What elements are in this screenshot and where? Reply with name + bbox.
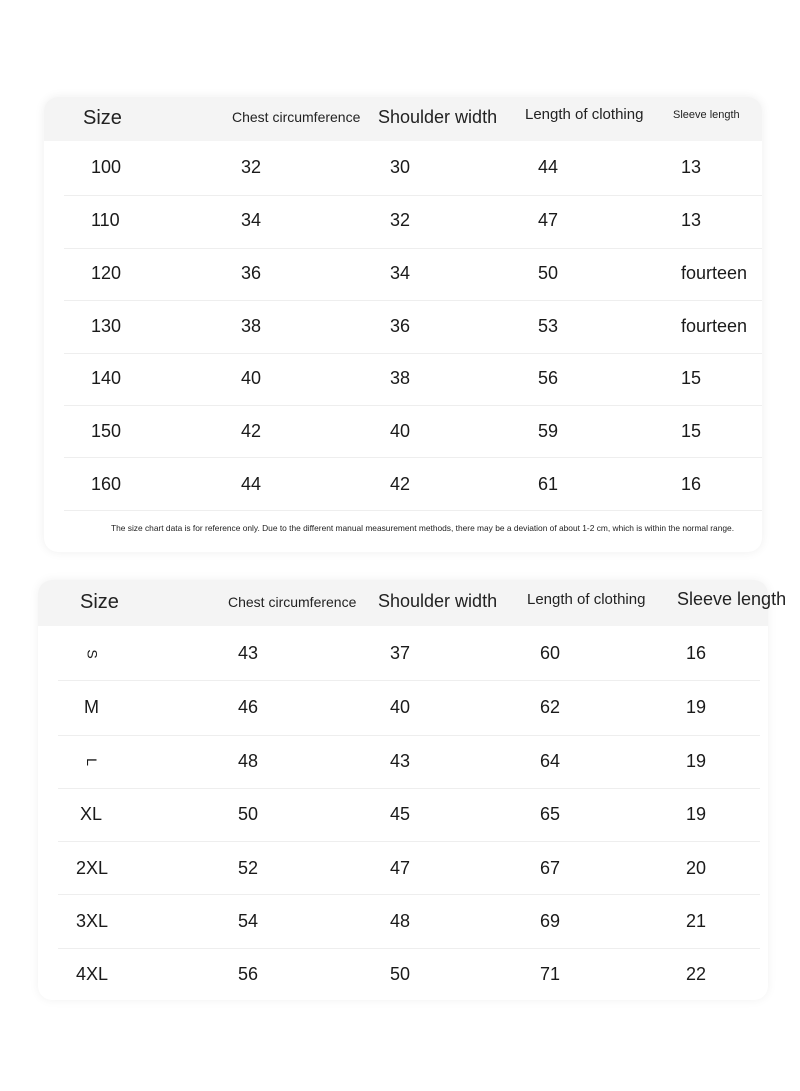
sleeve-cell: fourteen xyxy=(681,316,748,336)
size-cell: S xyxy=(84,649,101,659)
sleeve-cell: 19 xyxy=(686,697,707,717)
header-sleeve-length: Sleeve length xyxy=(673,109,740,121)
sleeve-cell: 19 xyxy=(686,751,707,771)
header-size: Size xyxy=(80,591,119,613)
shoulder-cell: 40 xyxy=(390,697,411,717)
header-shoulder-width: Shoulder width xyxy=(378,107,498,127)
sleeve-cell: 15 xyxy=(681,421,702,441)
sleeve-cell: 13 xyxy=(681,210,702,230)
length-cell: 71 xyxy=(540,964,561,984)
chest-cell: 40 xyxy=(241,368,262,388)
size-cell: 100 xyxy=(91,157,122,177)
shoulder-cell: 40 xyxy=(390,421,411,441)
chest-cell: 44 xyxy=(241,474,262,494)
length-cell: 59 xyxy=(538,421,559,441)
row-divider xyxy=(64,353,762,354)
size-table-kids xyxy=(44,97,762,552)
size-cell: XL xyxy=(80,804,103,824)
chest-cell: 32 xyxy=(241,157,262,177)
length-cell: 64 xyxy=(540,751,561,771)
size-cell: 2XL xyxy=(76,858,109,878)
size-cell: M xyxy=(84,697,99,717)
header-chest-circumference: Chest circumference xyxy=(228,594,357,610)
row-divider xyxy=(64,248,762,249)
header-chest-circumference: Chest circumference xyxy=(232,109,361,125)
sleeve-cell: 22 xyxy=(686,964,707,984)
size-table-adult xyxy=(38,580,787,1000)
shoulder-cell: 50 xyxy=(390,964,411,984)
row-divider xyxy=(64,300,762,301)
row-divider xyxy=(58,788,760,789)
header-shoulder-width: Shoulder width xyxy=(378,591,498,611)
chest-cell: 50 xyxy=(238,804,259,824)
sleeve-cell: 15 xyxy=(681,368,702,388)
length-cell: 50 xyxy=(538,263,559,283)
size-cell: 130 xyxy=(91,316,122,336)
row-divider xyxy=(64,510,762,511)
size-chart-disclaimer: The size chart data is for reference only. Due to the different manual measurement methods, there may be a deviation of about 1-2 cm, which is within the normal range. xyxy=(111,523,735,533)
chest-cell: 36 xyxy=(241,263,262,283)
chest-cell: 52 xyxy=(238,858,259,878)
chest-cell: 56 xyxy=(238,964,259,984)
sleeve-cell: 16 xyxy=(686,643,707,663)
size-cell: 110 xyxy=(91,210,120,230)
size-cell: 150 xyxy=(91,421,122,441)
chest-cell: 34 xyxy=(241,210,262,230)
chest-cell: 42 xyxy=(241,421,262,441)
chest-cell: 38 xyxy=(241,316,262,336)
shoulder-cell: 30 xyxy=(390,157,411,177)
row-divider xyxy=(58,894,760,895)
length-cell: 53 xyxy=(538,316,559,336)
header-size: Size xyxy=(83,107,122,129)
row-divider xyxy=(58,841,760,842)
row-divider xyxy=(58,948,760,949)
header-length-of-clothing: Length of clothing xyxy=(525,106,644,123)
shoulder-cell: 48 xyxy=(390,911,411,931)
row-divider xyxy=(64,195,762,196)
sleeve-cell: 20 xyxy=(686,858,707,878)
size-cell: 160 xyxy=(91,474,122,494)
size-cell: 4XL xyxy=(76,964,109,984)
shoulder-cell: 38 xyxy=(390,368,411,388)
length-cell: 61 xyxy=(538,474,559,494)
sleeve-cell: 16 xyxy=(681,474,702,494)
row-divider xyxy=(64,457,762,458)
sleeve-cell: fourteen xyxy=(681,263,748,283)
shoulder-cell: 43 xyxy=(390,751,411,771)
sleeve-cell: 19 xyxy=(686,804,707,824)
sleeve-cell: 13 xyxy=(681,157,702,177)
shoulder-cell: 42 xyxy=(390,474,411,494)
shoulder-cell: 36 xyxy=(390,316,411,336)
row-divider xyxy=(58,680,760,681)
size-cell: L xyxy=(83,758,100,766)
size-cell: 3XL xyxy=(76,911,109,931)
length-cell: 67 xyxy=(540,858,561,878)
chest-cell: 46 xyxy=(238,697,259,717)
length-cell: 60 xyxy=(540,643,561,663)
header-length-of-clothing: Length of clothing xyxy=(527,591,646,608)
row-divider xyxy=(58,735,760,736)
header-sleeve-length: Sleeve length xyxy=(677,589,787,609)
length-cell: 47 xyxy=(538,210,559,230)
shoulder-cell: 37 xyxy=(390,643,411,663)
shoulder-cell: 34 xyxy=(390,263,411,283)
length-cell: 62 xyxy=(540,697,561,717)
chest-cell: 48 xyxy=(238,751,259,771)
length-cell: 65 xyxy=(540,804,561,824)
row-divider xyxy=(64,405,762,406)
chest-cell: 43 xyxy=(238,643,259,663)
shoulder-cell: 32 xyxy=(390,210,411,230)
size-cell: 140 xyxy=(91,368,122,388)
length-cell: 56 xyxy=(538,368,559,388)
shoulder-cell: 45 xyxy=(390,804,411,824)
shoulder-cell: 47 xyxy=(390,858,411,878)
chest-cell: 54 xyxy=(238,911,259,931)
length-cell: 69 xyxy=(540,911,561,931)
length-cell: 44 xyxy=(538,157,559,177)
sleeve-cell: 21 xyxy=(686,911,707,931)
size-cell: 120 xyxy=(91,263,122,283)
